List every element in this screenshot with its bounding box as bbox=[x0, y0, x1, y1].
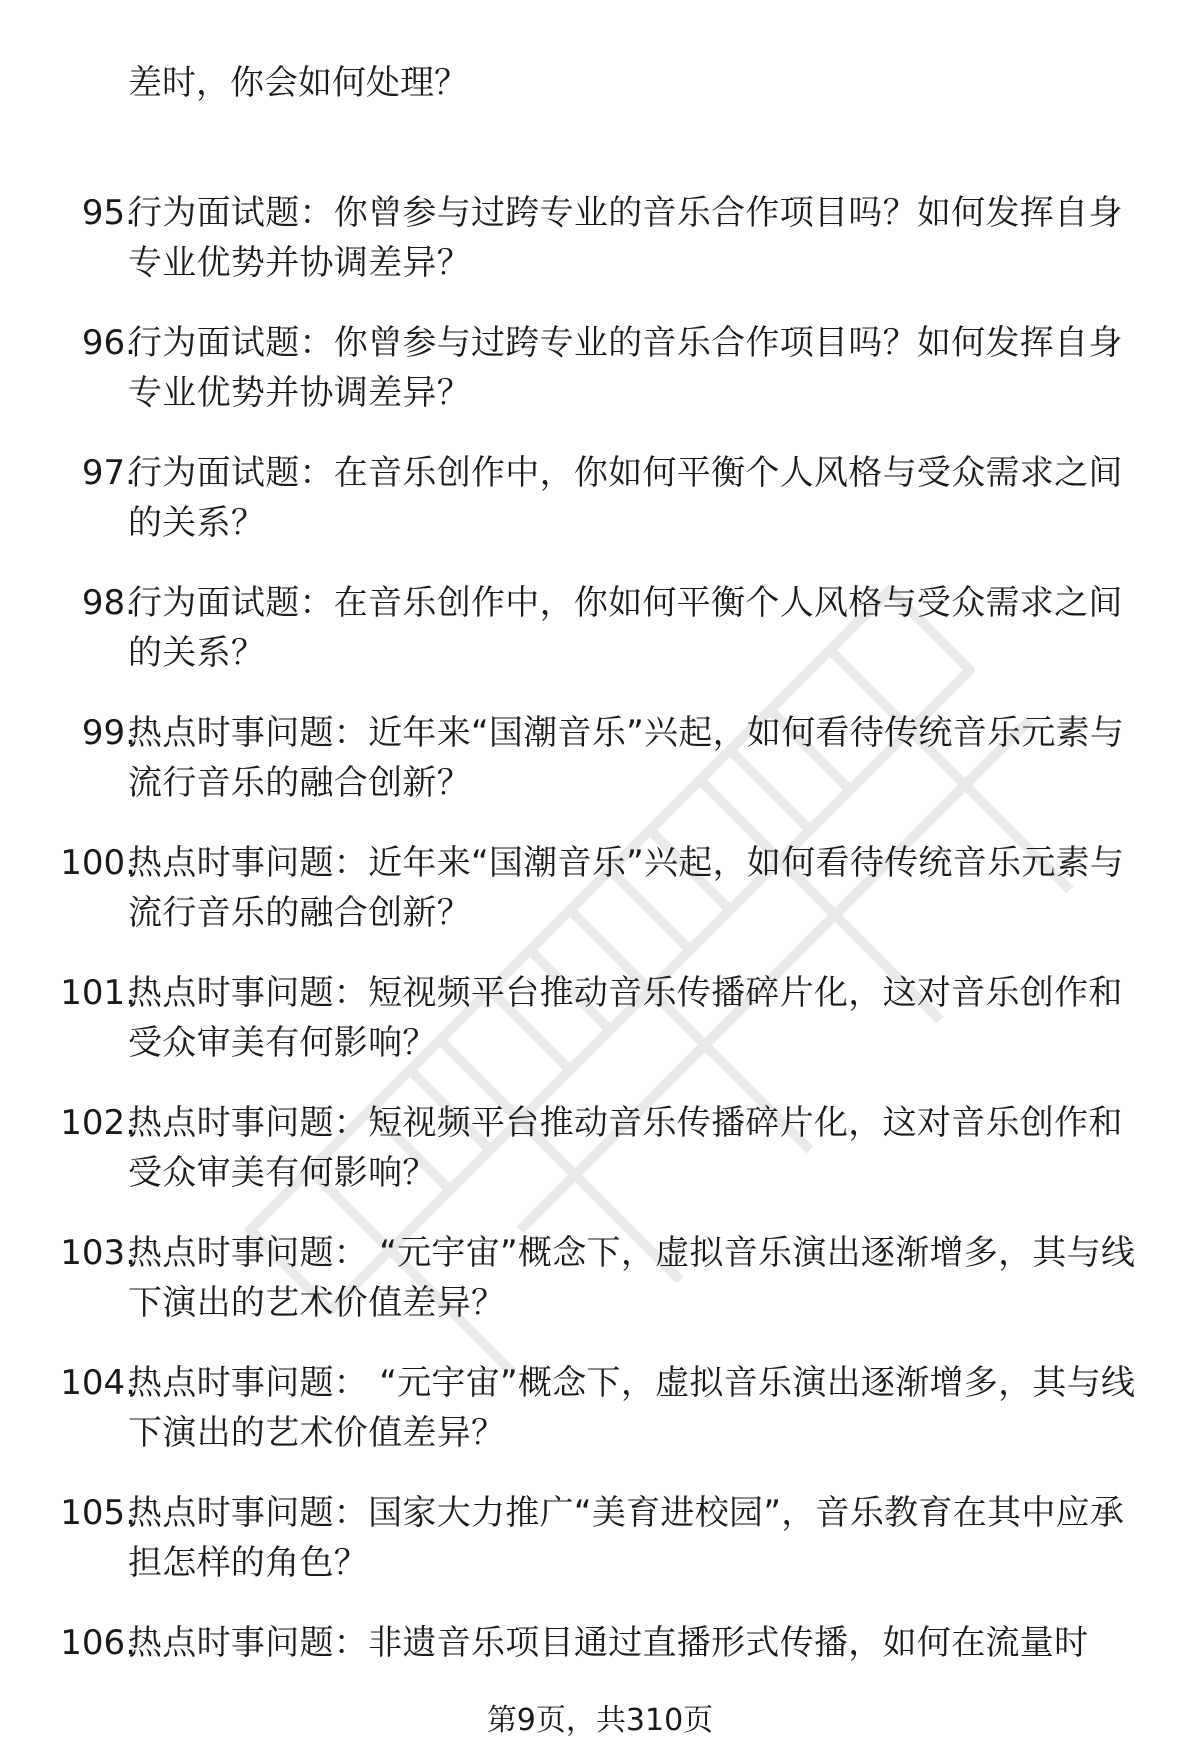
item-number: 101. bbox=[60, 973, 136, 1013]
item-number: 96. bbox=[81, 323, 136, 363]
list-item bbox=[0, 1488, 1200, 1618]
item-text: 热点时事问题：短视频平台推动音乐传播碎片化，这对音乐创作和受众审美有何影响？ bbox=[128, 1103, 1123, 1193]
item-number: 106. bbox=[60, 1623, 136, 1663]
item-number: 99. bbox=[81, 713, 136, 753]
list-item bbox=[0, 1358, 1200, 1488]
list-item bbox=[0, 1228, 1200, 1358]
item-number: 102. bbox=[60, 1103, 136, 1143]
item-text: 行为面试题：你曾参与过跨专业的音乐合作项目吗？如何发挥自身专业优势并协调差异？ bbox=[128, 323, 1123, 413]
question-list bbox=[0, 58, 1200, 1678]
item-text: 热点时事问题：非遗音乐项目通过直播形式传播，如何在流量时 bbox=[128, 1623, 1089, 1663]
list-item bbox=[0, 1618, 1200, 1678]
item-text: 行为面试题：在音乐创作中，你如何平衡个人风格与受众需求之间的关系？ bbox=[128, 583, 1123, 673]
list-item bbox=[0, 1098, 1200, 1228]
item-text: 热点时事问题：国家大力推广“美育进校园”，音乐教育在其中应承担怎样的角色？ bbox=[128, 1493, 1125, 1583]
item-text: 热点时事问题： “元宇宙”概念下，虚拟音乐演出逐渐增多，其与线下演出的艺术价值差异？ bbox=[128, 1233, 1136, 1323]
item-text: 热点时事问题：近年来“国潮音乐”兴起，如何看待传统音乐元素与流行音乐的融合创新？ bbox=[128, 843, 1125, 933]
item-number: 98. bbox=[81, 583, 136, 623]
list-item bbox=[0, 838, 1200, 968]
continuation-text: 差时，你会如何处理？ bbox=[128, 63, 468, 103]
item-number: 104. bbox=[60, 1363, 136, 1403]
list-item bbox=[0, 188, 1200, 318]
item-number: 105. bbox=[60, 1493, 136, 1533]
list-item bbox=[0, 968, 1200, 1098]
item-number: 97. bbox=[81, 453, 136, 493]
item-text: 行为面试题：在音乐创作中，你如何平衡个人风格与受众需求之间的关系？ bbox=[128, 453, 1123, 543]
item-number: 103. bbox=[60, 1233, 136, 1273]
list-item bbox=[0, 578, 1200, 708]
list-item bbox=[0, 318, 1200, 448]
item-text: 热点时事问题： “元宇宙”概念下，虚拟音乐演出逐渐增多，其与线下演出的艺术价值差异？ bbox=[128, 1363, 1136, 1453]
item-text: 行为面试题：你曾参与过跨专业的音乐合作项目吗？如何发挥自身专业优势并协调差异？ bbox=[128, 193, 1123, 283]
list-item bbox=[0, 708, 1200, 838]
page-footer: 第9页，共310页 bbox=[486, 1703, 714, 1738]
list-item bbox=[0, 448, 1200, 578]
item-number: 95. bbox=[81, 193, 136, 233]
item-number: 100. bbox=[60, 843, 136, 883]
item-text: 热点时事问题：近年来“国潮音乐”兴起，如何看待传统音乐元素与流行音乐的融合创新？ bbox=[128, 713, 1125, 803]
item-text: 热点时事问题：短视频平台推动音乐传播碎片化，这对音乐创作和受众审美有何影响？ bbox=[128, 973, 1123, 1063]
